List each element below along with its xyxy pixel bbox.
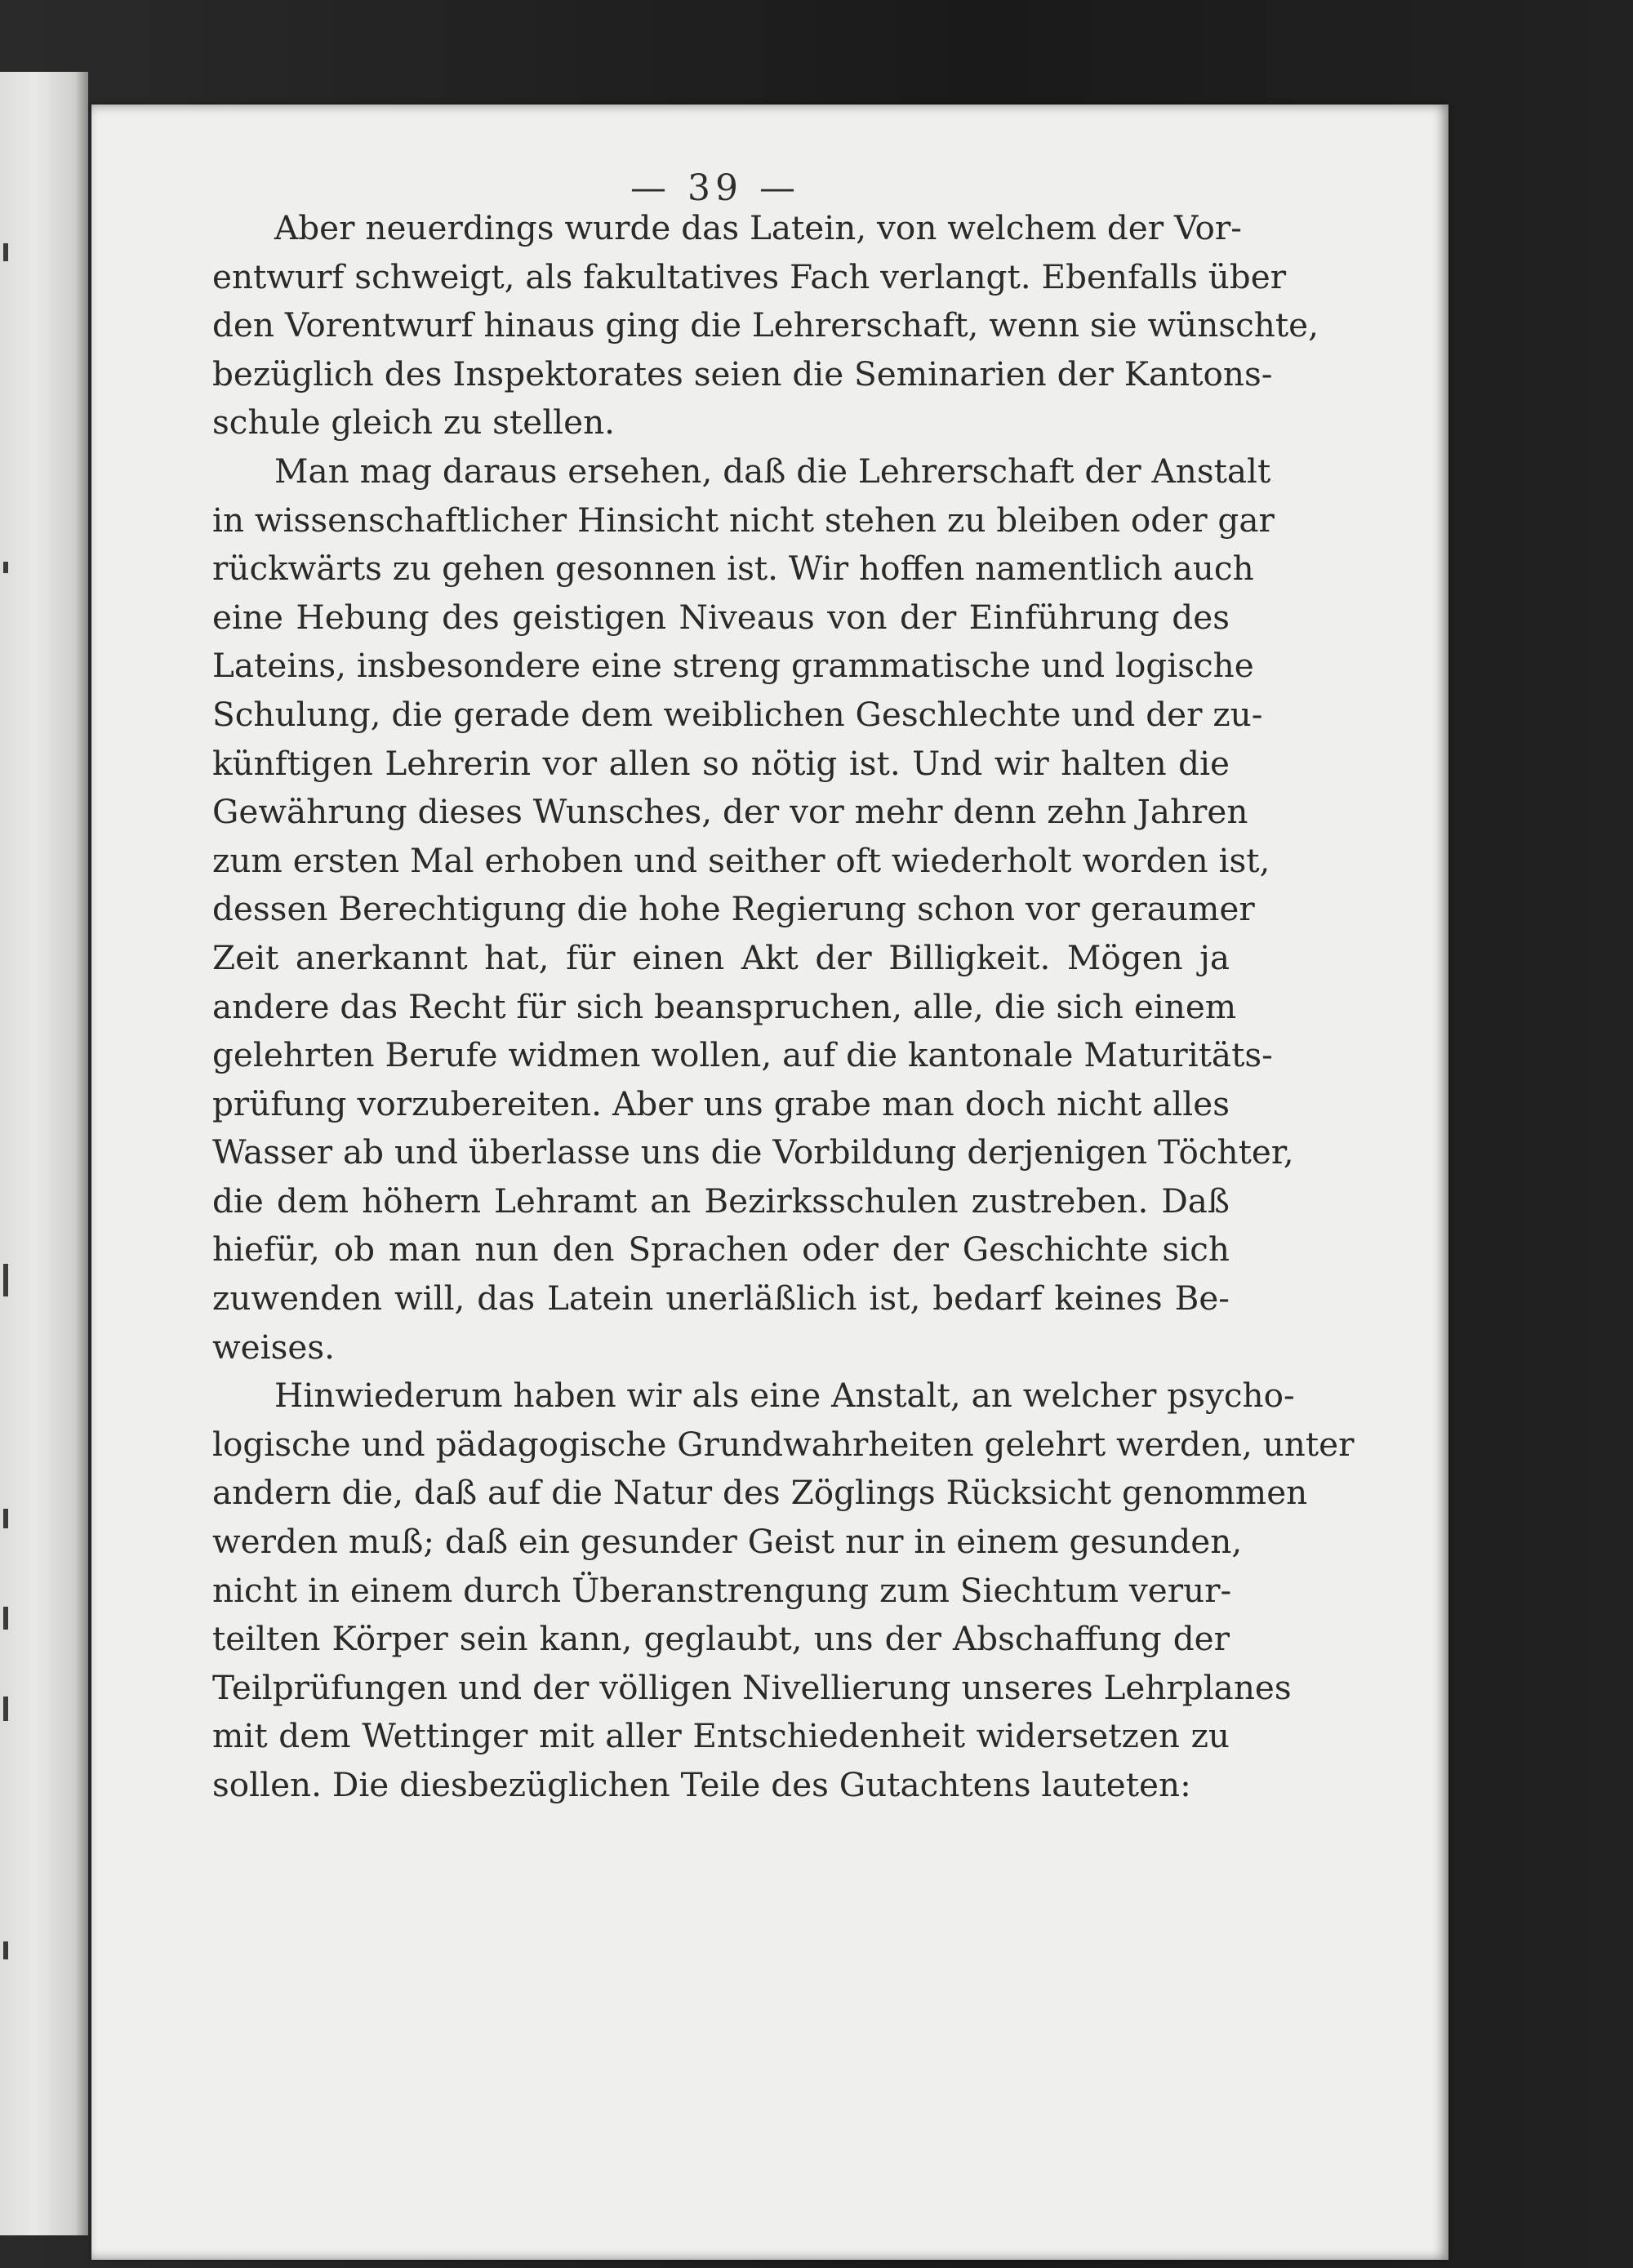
text-line: den Vorentwurf hinaus ging die Lehrerschaft, wenn sie wünschte, xyxy=(212,305,1319,345)
text-line: mit dem Wettinger mit aller Entschiedenheit widersetzen zu xyxy=(212,1716,1230,1756)
text-line: Aber neuerdings wurde das Latein, von welchem der Vor- xyxy=(274,208,1242,247)
facing-page-mark xyxy=(3,1264,8,1296)
paragraph xyxy=(212,204,1319,447)
facing-page-mark xyxy=(3,562,8,573)
facing-page-mark xyxy=(3,1697,8,1721)
text-line: zuwenden will, das Latein unerläßlich ist, bedarf keines Be- xyxy=(212,1279,1230,1319)
text-line: Wasser ab und überlasse uns die Vorbildung derjenigen Töchter, xyxy=(212,1132,1294,1172)
text-line: Lateins, insbesondere eine streng grammatische und logische xyxy=(212,646,1254,686)
body-text xyxy=(212,204,1355,1810)
page-number: — 39 — xyxy=(630,167,800,209)
text-line: andere das Recht für sich beanspruchen, alle, die sich einem xyxy=(212,986,1237,1026)
text-line: künftigen Lehrerin vor allen so nötig ist. Und wir halten die xyxy=(212,743,1230,783)
text-line: andern die, daß auf die Natur des Zöglings Rücksicht genommen xyxy=(212,1473,1308,1513)
facing-page-mark xyxy=(3,243,8,261)
facing-page-mark xyxy=(3,1509,8,1528)
text-line: bezüglich des Inspektorates seien die Seminarien der Kantons- xyxy=(212,354,1273,394)
text-line: dessen Berechtigung die hohe Regierung schon vor geraumer xyxy=(212,889,1255,929)
text-line: werden muß; daß ein gesunder Geist nur in einem gesunden, xyxy=(212,1522,1243,1562)
text-line: Gewährung dieses Wunsches, der vor mehr denn zehn Jahren xyxy=(212,792,1248,832)
text-line: in wissenschaftlicher Hinsicht nicht stehen zu bleiben oder gar xyxy=(212,500,1275,540)
text-line: Zeit anerkannt hat, für einen Akt der Billigkeit. Mögen ja xyxy=(212,937,1230,977)
text-line: teilten Körper sein kann, geglaubt, uns der Abschaffung der xyxy=(212,1619,1230,1659)
text-line: prüfung vorzubereiten. Aber uns grabe man doch nicht alles xyxy=(212,1083,1230,1123)
facing-page-edge xyxy=(0,72,88,2235)
text-line: Schulung, die gerade dem weiblichen Geschlechte und der zu- xyxy=(212,694,1263,734)
facing-page-mark xyxy=(3,1941,8,1959)
text-line: sollen. Die diesbezüglichen Teile des Gutachtens lauteten: xyxy=(212,1765,1191,1804)
text-line: die dem höhern Lehramt an Bezirksschulen zustreben. Daß xyxy=(212,1181,1230,1221)
text-line: schule gleich zu stellen. xyxy=(212,402,616,442)
paragraph xyxy=(212,1372,1355,1809)
facing-page-mark xyxy=(3,1607,8,1630)
text-line: Hinwiederum haben wir als eine Anstalt, an welcher psycho- xyxy=(274,1376,1295,1416)
text-line: rückwärts zu gehen gesonnen ist. Wir hoffen namentlich auch xyxy=(212,549,1254,589)
text-line: zum ersten Mal erhoben und seither oft wiederholt worden ist, xyxy=(212,840,1270,880)
text-line: eine Hebung des geistigen Niveaus von der Einführung des xyxy=(212,597,1230,637)
text-line: gelehrten Berufe widmen wollen, auf die kantonale Maturitäts- xyxy=(212,1035,1273,1075)
text-line: hiefür, ob man nun den Sprachen oder der Geschichte sich xyxy=(212,1230,1230,1270)
text-line: Man mag daraus ersehen, daß die Lehrerschaft der Anstalt xyxy=(274,451,1271,491)
text-line: weises. xyxy=(212,1327,335,1367)
paragraph xyxy=(212,447,1294,1372)
text-line: nicht in einem durch Überanstrengung zum Siechtum verur- xyxy=(212,1570,1232,1610)
text-line: logische und pädagogische Grundwahrheiten gelehrt werden, unter xyxy=(212,1424,1355,1464)
text-line: entwurf schweigt, als fakultatives Fach verlangt. Ebenfalls über xyxy=(212,256,1287,296)
text-line: Teilprüfungen und der völligen Nivellierung unseres Lehrplanes xyxy=(212,1667,1292,1707)
